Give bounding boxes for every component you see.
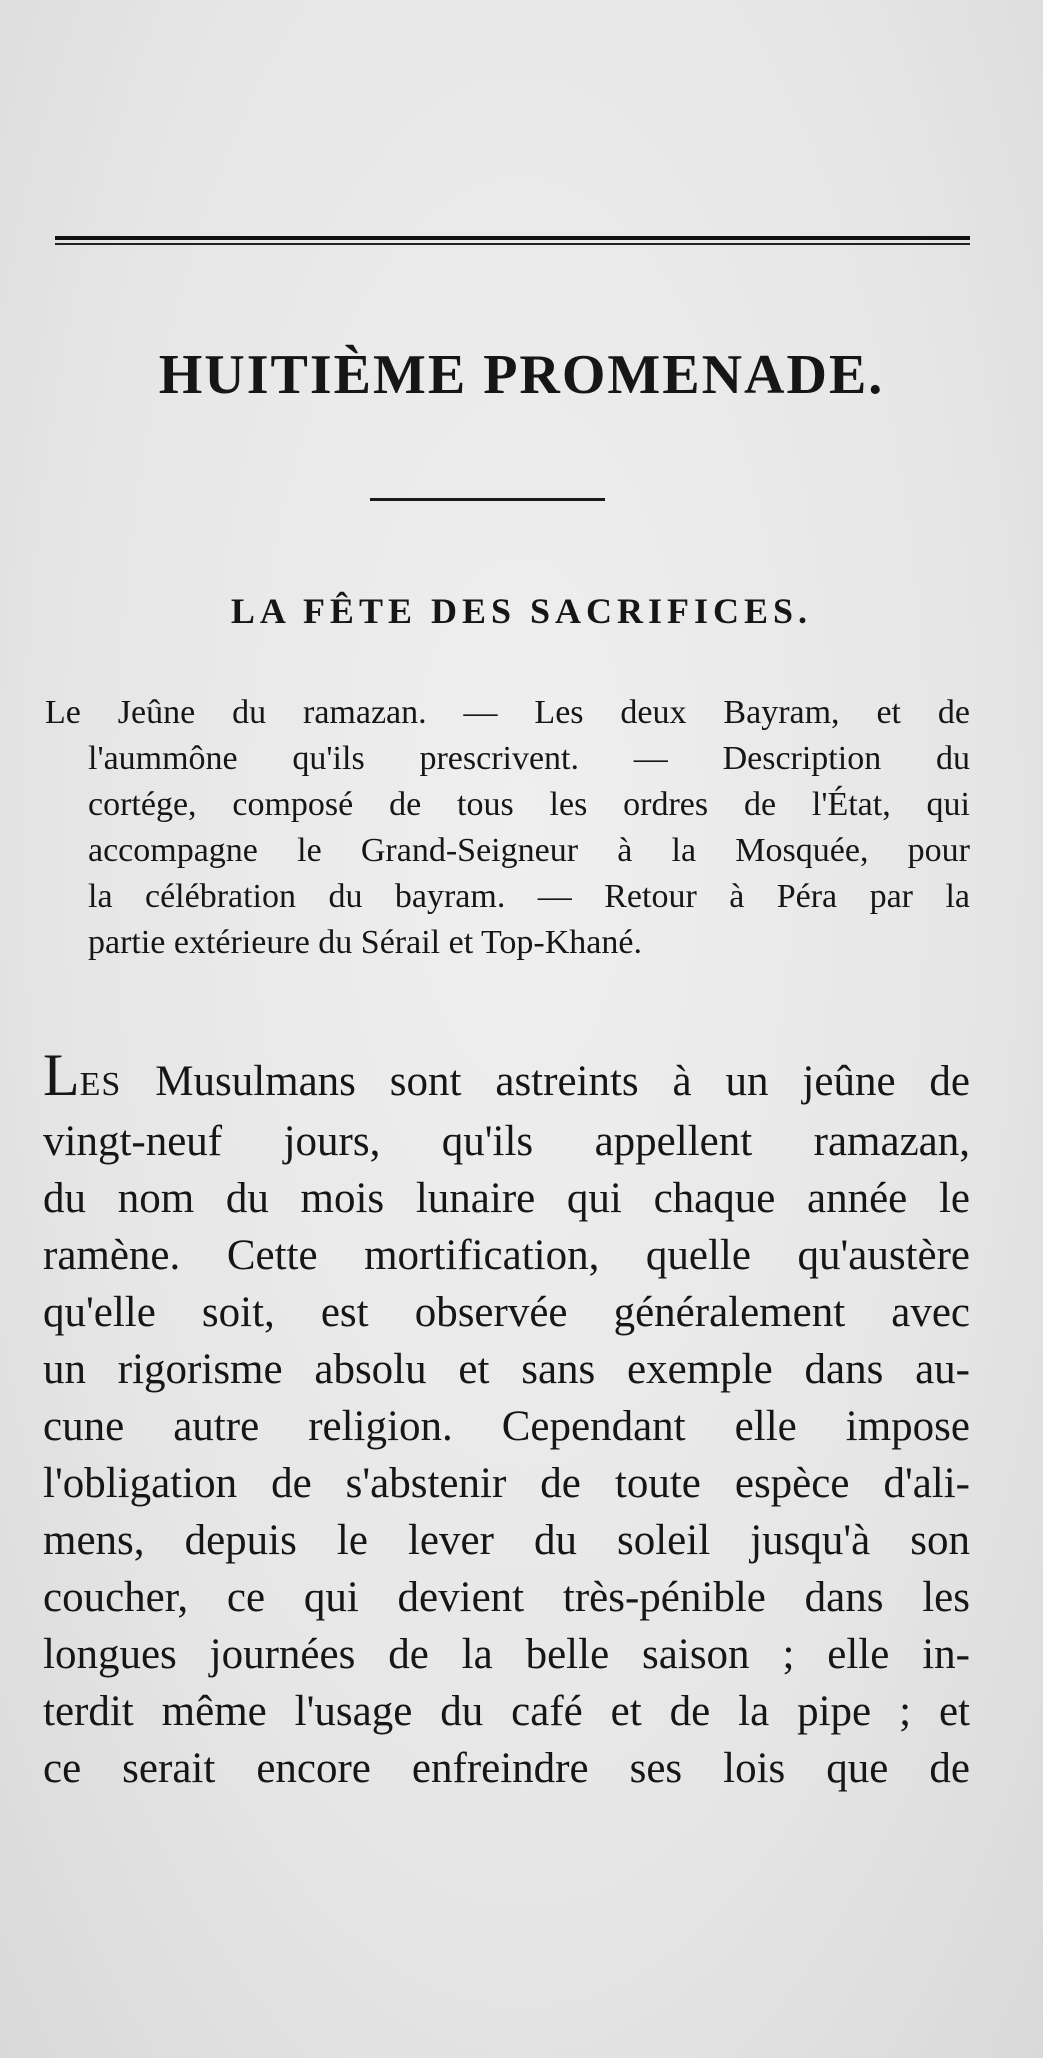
chapter-title: HUITIÈME PROMENADE. [158, 344, 885, 406]
body-line: ramène. Cette mortification, quelle qu'austère [43, 1232, 970, 1279]
summary-line: partie extérieure du Sérail et Top-Khané. [88, 924, 642, 961]
first-line-rest: Musulmans sont astreints à un jeûne de [121, 1058, 970, 1105]
summary-line: Le Jeûne du ramazan. — Les deux Bayram, et de [45, 694, 970, 731]
body-line: cune autre religion. Cependant elle impose [43, 1403, 970, 1450]
header-double-rule [55, 236, 970, 245]
summary-line: accompagne le Grand-Seigneur à la Mosquée, pour [88, 832, 970, 869]
title-divider-rule [370, 498, 605, 501]
body-line: coucher, ce qui devient très-pénible dans les [43, 1574, 970, 1621]
body-text [43, 1042, 970, 1797]
body-line: qu'elle soit, est observée généralement avec [43, 1289, 970, 1336]
body-line: longues journées de la belle saison ; elle in- [43, 1631, 970, 1678]
body-line-first [43, 1042, 970, 1113]
body-line: vingt-neuf jours, qu'ils appellent ramazan, [43, 1118, 970, 1165]
body-line: ce serait encore enfreindre ses lois que de [43, 1745, 970, 1792]
body-line: terdit même l'usage du café et de la pipe ; et [43, 1688, 970, 1735]
body-line: du nom du mois lunaire qui chaque année le [43, 1175, 970, 1222]
body-line: un rigorisme absolu et sans exemple dans au- [43, 1346, 970, 1393]
body-line: mens, depuis le lever du soleil jusqu'à son [43, 1517, 970, 1564]
chapter-summary [45, 690, 970, 966]
summary-line: cortége, composé de tous les ordres de l'État, qui [88, 786, 970, 823]
chapter-subtitle: LA FÊTE DES SACRIFICES. [230, 591, 813, 631]
body-line: l'obligation de s'abstenir de toute espèce d'ali- [43, 1460, 970, 1507]
header-rule-thick [55, 236, 970, 240]
drop-cap: L [43, 1042, 80, 1108]
header-rule-thin [55, 243, 970, 245]
summary-line: l'aummône qu'ils prescrivent. — Description du [88, 740, 970, 777]
small-caps: ES [79, 1066, 122, 1103]
summary-line: la célébration du bayram. — Retour à Péra par la [88, 878, 970, 915]
